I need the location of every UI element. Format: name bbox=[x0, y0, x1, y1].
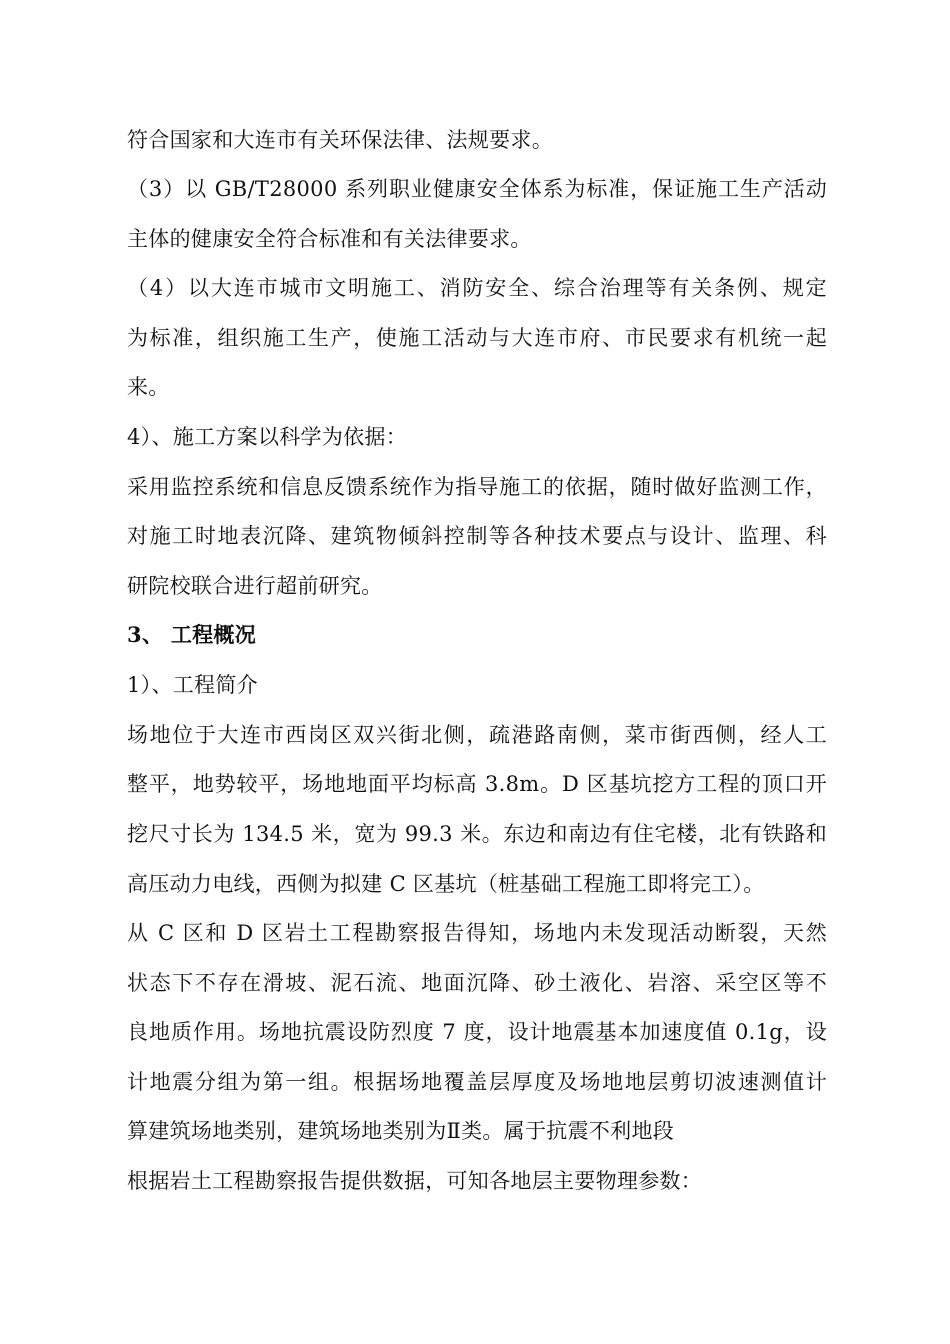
paragraph-line: 符合国家和大连市有关环保法律、法规要求。 bbox=[127, 128, 553, 152]
paragraph-line: 挖尺寸长为 134.5 米，宽为 99.3 米。东边和南边有住宅楼，北有铁路和 bbox=[127, 822, 827, 846]
paragraph-line: 算建筑场地类别，建筑场地类别为Ⅱ类。属于抗震不利地段 bbox=[127, 1119, 675, 1143]
paragraph-line: 状态下不存在滑坡、泥石流、地面沉降、砂土液化、岩溶、采空区等不 bbox=[127, 971, 827, 995]
paragraph-line: 良地质作用。场地抗震设防烈度 7 度，设计地震基本加速度值 0.1g，设 bbox=[127, 1020, 827, 1044]
paragraph-line: 计地震分组为第一组。根据场地覆盖层厚度及场地地层剪切波速测值计 bbox=[127, 1070, 827, 1094]
paragraph-line: 采用监控系统和信息反馈系统作为指导施工的依据，随时做好监测工作， bbox=[127, 475, 827, 499]
paragraph-line: 高压动力电线，西侧为拟建 C 区基坑（桩基础工程施工即将完工）。 bbox=[127, 872, 765, 896]
paragraph-line: （3）以 GB/T28000 系列职业健康安全体系为标准，保证施工生产活动 bbox=[127, 177, 827, 201]
paragraph-line: 根据岩土工程勘察报告提供数据，可知各地层主要物理参数： bbox=[127, 1169, 703, 1193]
section-heading: 3、 工程概况 bbox=[127, 622, 257, 647]
paragraph-line: 主体的健康安全符合标准和有关法律要求。 bbox=[127, 227, 532, 251]
paragraph-line: 整平，地势较平，场地地面平均标高 3.8m。D 区基坑挖方工程的顶口开 bbox=[127, 772, 827, 796]
paragraph-line: 场地位于大连市西岗区双兴街北侧，疏港路南侧，菜市街西侧，经人工 bbox=[127, 723, 827, 747]
subheading-line: 4）、施工方案以科学为依据： bbox=[127, 425, 408, 449]
paragraph-line: （4）以大连市城市文明施工、消防安全、综合治理等有关条例、规定 bbox=[127, 276, 827, 300]
paragraph-line: 来。 bbox=[127, 375, 170, 399]
paragraph-line: 研院校联合进行超前研究。 bbox=[127, 574, 383, 598]
paragraph-line: 为标准，组织施工生产，使施工活动与大连市府、市民要求有机统一起 bbox=[127, 326, 827, 350]
paragraph-line: 对施工时地表沉降、建筑物倾斜控制等各种技术要点与设计、监理、科 bbox=[127, 524, 827, 548]
subheading-line: 1）、工程简介 bbox=[127, 673, 258, 697]
paragraph-line: 从 C 区和 D 区岩土工程勘察报告得知，场地内未发现活动断裂，天然 bbox=[127, 921, 827, 945]
